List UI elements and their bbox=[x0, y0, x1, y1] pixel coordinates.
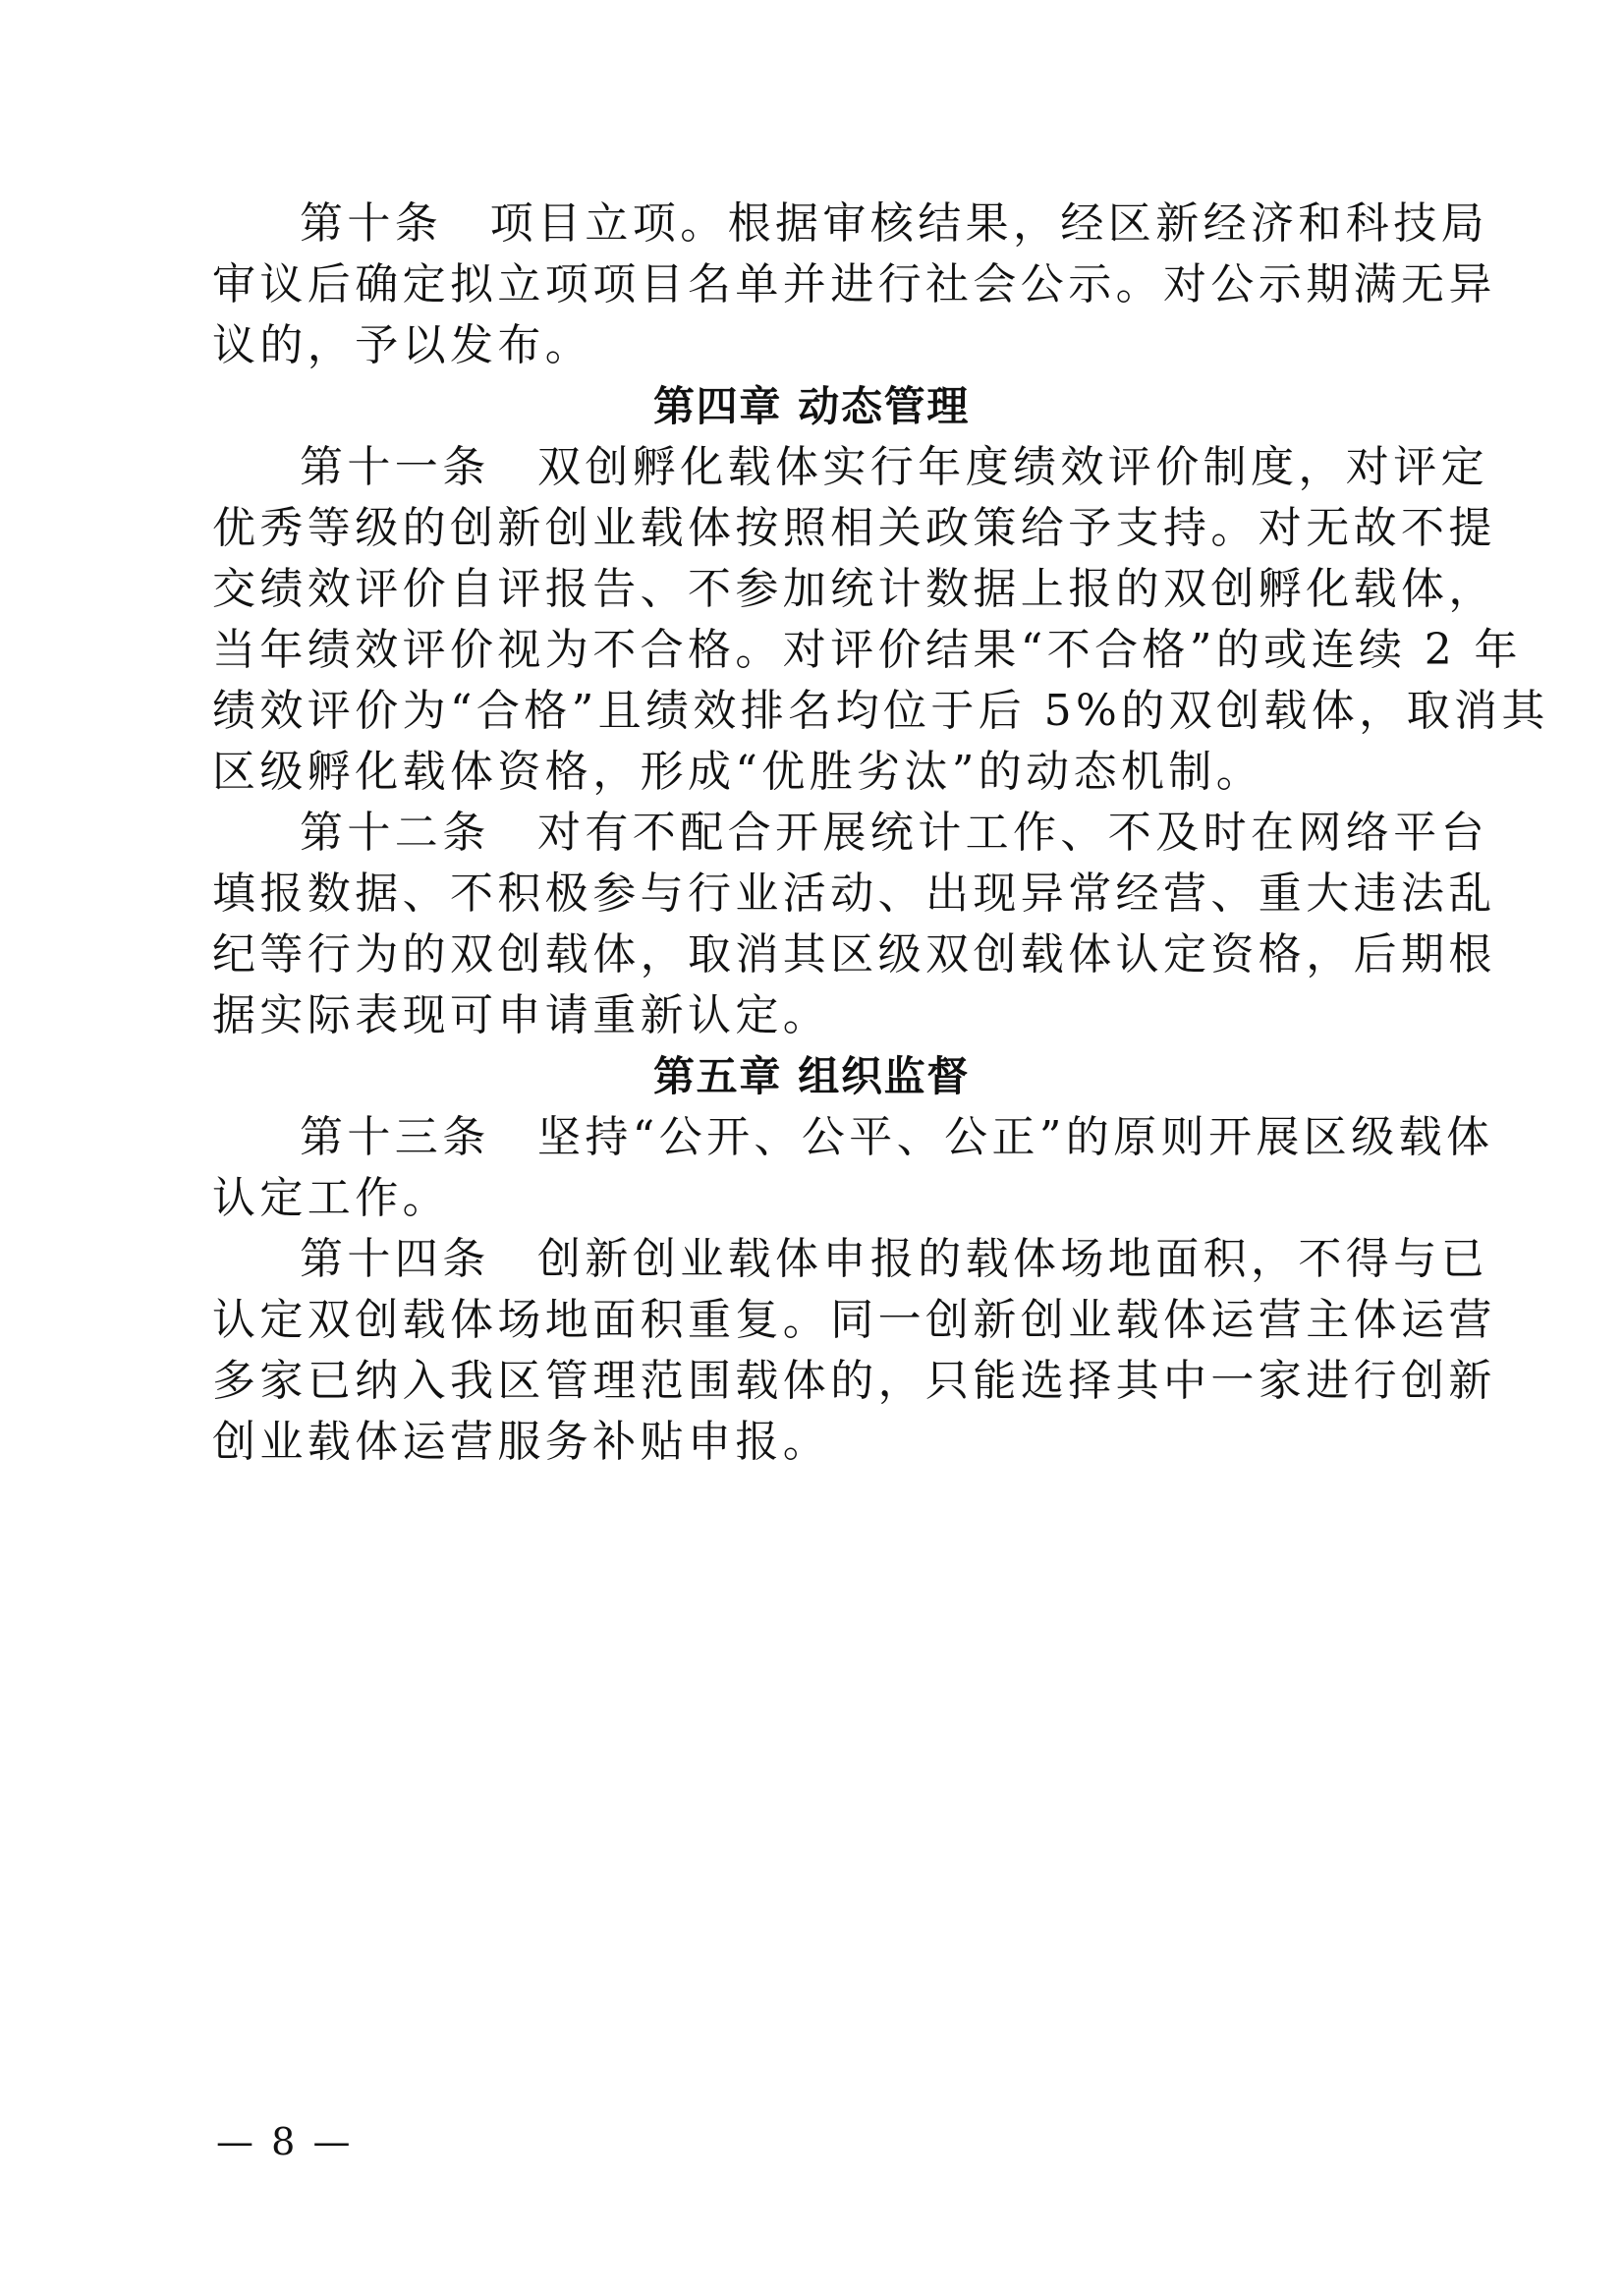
article-10-line-2: 审议后确定拟立项项目名单并进行社会公示。对公示期满无异 bbox=[212, 259, 1496, 309]
article-11-line-2: 优秀等级的创新创业载体按照相关政策给予支持。对无故不提 bbox=[212, 503, 1496, 553]
article-11-line-6: 区级孵化载体资格，形成“优胜劣汰”的动态机制。 bbox=[212, 747, 1264, 797]
article-14-line-3: 多家已纳入我区管理范围载体的，只能选择其中一家进行创新 bbox=[212, 1356, 1496, 1406]
article-14-line-4: 创业载体运营服务补贴申报。 bbox=[212, 1417, 831, 1467]
chapter-5-heading: 第五章 组织监督 bbox=[652, 1052, 971, 1100]
page-number: — 8 — bbox=[216, 2120, 354, 2163]
article-12-line-4: 据实际表现可申请重新认定。 bbox=[212, 990, 831, 1040]
article-10-line-3: 议的，予以发布。 bbox=[212, 320, 593, 370]
article-11-line-3: 交绩效评价自评报告、不参加统计数据上报的双创孵化载体， bbox=[212, 564, 1496, 614]
article-12-line-3: 纪等行为的双创载体，取消其区级双创载体认定资格，后期根 bbox=[212, 929, 1496, 980]
article-11-line-5: 绩效评价为“合格”且绩效排名均位于后 5%的双创载体，取消其 bbox=[212, 686, 1549, 736]
article-12-line-2: 填报数据、不积极参与行业活动、出现异常经营、重大违法乱 bbox=[212, 868, 1496, 919]
article-11-line-4: 当年绩效评价视为不合格。对评价结果“不合格”的或连续 2 年 bbox=[212, 625, 1522, 675]
article-12-line-1: 第十二条 对有不配合开展统计工作、不及时在网络平台 bbox=[300, 808, 1488, 858]
article-14-line-2: 认定双创载体场地面积重复。同一创新创业载体运营主体运营 bbox=[212, 1295, 1496, 1345]
article-11-line-1: 第十一条 双创孵化载体实行年度绩效评价制度，对评定 bbox=[300, 442, 1488, 492]
article-13-line-2: 认定工作。 bbox=[212, 1173, 450, 1223]
article-14-line-1: 第十四条 创新创业载体申报的载体场地面积，不得与已 bbox=[300, 1234, 1488, 1284]
article-10-line-1: 第十条 项目立项。根据审核结果，经区新经济和科技局 bbox=[300, 198, 1488, 249]
chapter-4-heading: 第四章 动态管理 bbox=[652, 382, 971, 430]
article-13-line-1: 第十三条 坚持“公开、公平、公正”的原则开展区级载体 bbox=[300, 1112, 1494, 1162]
